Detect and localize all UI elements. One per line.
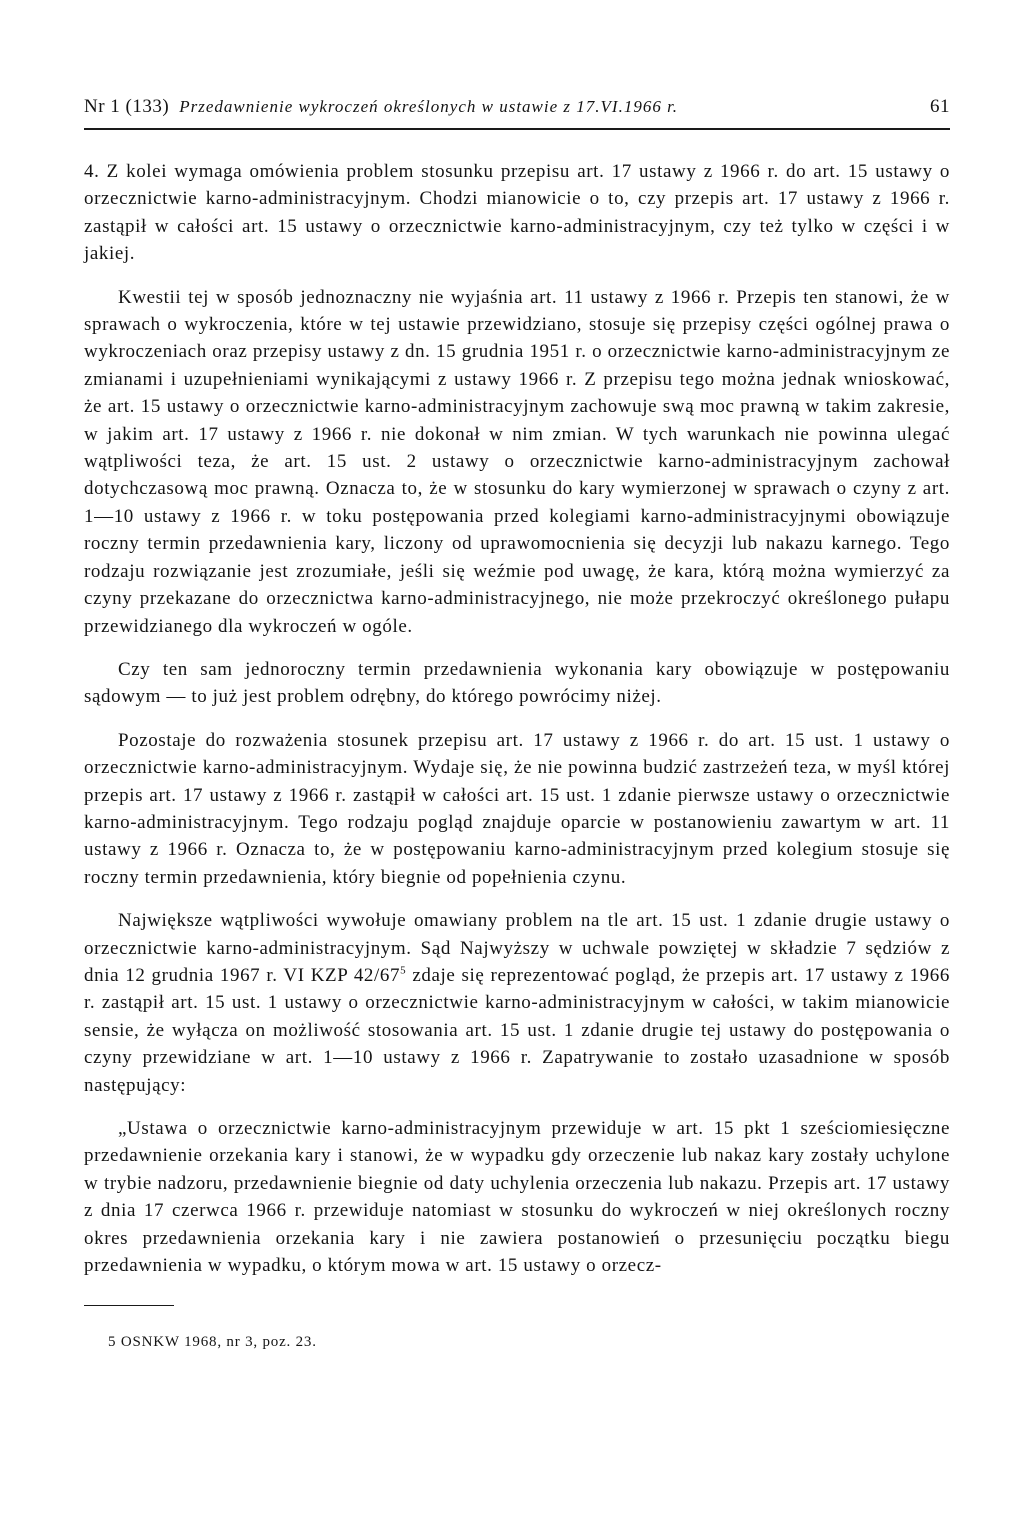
paragraph: Czy ten sam jednoroczny termin przedawnienia wykonania kary obowiązuje w postępowaniu sądowym — to już jest problem odrębny, do którego powrócimy niżej. [84,658,950,708]
footnote: 5 OSNKW 1968, nr 3, poz. 23. [108,1334,317,1351]
paragraph-text-continued: zdaje się reprezentować pogląd, że przepis art. 17 ustawy z 1966 r. zastąpił art. 15 ust. 1 ustawy o orzecznictwie karno-administracyjnym w całości, w takim mianowicie sensie, że wyłącza on możliwość stosowania art. 15 ust. 1 zdanie drugie tej ustawy do postępowania o czyny przewidziane w art. 1—10 ustawy z 1966 r. Zapatrywanie to zostało uzasadnione w sposób następujący: [84,964,950,1096]
paragraph-with-footnote [84,907,950,1099]
journal-issue: Nr 1 (133) [84,96,170,117]
running-title: Przedawnienie wykroczeń określonych w ustawie z 17.VI.1966 r. [179,97,679,116]
paragraph-text: Największe wątpliwości wywołuje omawiany problem na tle art. 15 ust. 1 zdanie drugie ustawy o orzecznictwie karno-administracyjnym. Sąd Najwyższy w uchwale powziętej w składzie 7 sędziów z dnia 12 grudnia 1967 r. VI KZP 42/67 [84,910,950,986]
paragraph: 4. Z kolei wymaga omówienia problem stosunku przepisu art. 17 ustawy z 1966 r. do art. 15 ustawy o orzecznictwie karno-administracyjnym. Chodzi mianowicie o to, czy przepis art. 17 ustawy z 1966 r. zastąpił w całości art. 15 ustawy o orzecznictwie karno-administracyjnym, czy też tylko w części i w jakiej. [84,161,950,265]
document-page [84,96,950,1351]
paragraph: Pozostaje do rozważenia stosunek przepisu art. 17 ustawy z 1966 r. do art. 15 ust. 1 ustawy o orzecznictwie karno-administracyjnym. Wydaje się, że nie powinna budzić zastrzeżeń teza, w myśl której przepis art. 17 ustawy z 1966 r. zastąpił w całości art. 15 ust. 1 zdanie pierwsze ustawy o orzecznictwie karno-administracyjnym. Tego rodzaju pogląd znajduje oparcie w postanowieniu zawartym w art. 11 ustawy z 1966 r. Oznacza to, że w postępowaniu karno-administracyjnym przed kolegium stosuje się roczny termin przedawnienia, który biegnie od popełnienia czynu. [84,729,950,888]
footnote-reference: 5 [400,964,407,977]
footnote-divider [84,1305,174,1306]
quotation-paragraph: „Ustawa o orzecznictwie karno-administracyjnym przewiduje w art. 15 pkt 1 sześciomiesięczne przedawnienie orzekania kary i stanowi, że w wypadku gdy orzeczenie lub nakaz kary zostały uchylone w trybie nadzoru, przedawnienie biegnie od daty uchylenia orzeczenia lub nakazu. Przepis art. 17 ustawy z dnia 17 czerwca 1966 r. przewiduje natomiast w stosunku do wykroczeń w niej określonych roczny okres przedawnienia orzekania kary i nie zawiera postanowień o przesunięciu początku biegu przedawnienia w wypadku, o którym mowa w art. 15 ustawy o orzecz- [84,1118,950,1277]
paragraph: Kwestii tej w sposób jednoznaczny nie wyjaśnia art. 11 ustawy z 1966 r. Przepis ten stanowi, że w sprawach o wykroczenia, które w tej ustawie przewidziano, stosuje się przepisy części ogólnej prawa o wykroczeniach oraz przepisy ustawy z dn. 15 grudnia 1951 r. o orzecznictwie karno-administracyjnym ze zmianami i uzupełnieniami wynikającymi z ustawy 1966 r. Z przepisu tego można jednak wnioskować, że art. 15 ustawy o orzecznictwie karno-administracyjnym zachowuje swą moc prawną w takim zakresie, w jakim art. 17 ustawy z 1966 r. nie dokonał w nim zmian. W tych warunkach nie powinna ulegać wątpliwości teza, że art. 15 ust. 2 ustawy o orzecznictwie karno-administracyjnym zachował dotychczasową moc prawną. Oznacza to, że w stosunku do kary wymierzonej w sprawach o czyny z art. 1—10 ustawy z 1966 r. w toku postępowania przed kolegiami karno-administracyjnymi obowiązuje roczny termin przedawnienia kary, liczony od uprawomocnienia się decyzji lub nakazu karnego. Tego rodzaju rozwiązanie jest zrozumiałe, jeśli się weźmie pod uwagę, że kara, którą można wymierzyć za czyny przekazane do orzecznictwa karno-administracyjnego, nie może przekroczyć określonego pułapu przewidzianego dla wykroczeń w ogóle. [84,286,950,637]
page-number: 61 [930,96,950,117]
page-header [84,96,950,130]
